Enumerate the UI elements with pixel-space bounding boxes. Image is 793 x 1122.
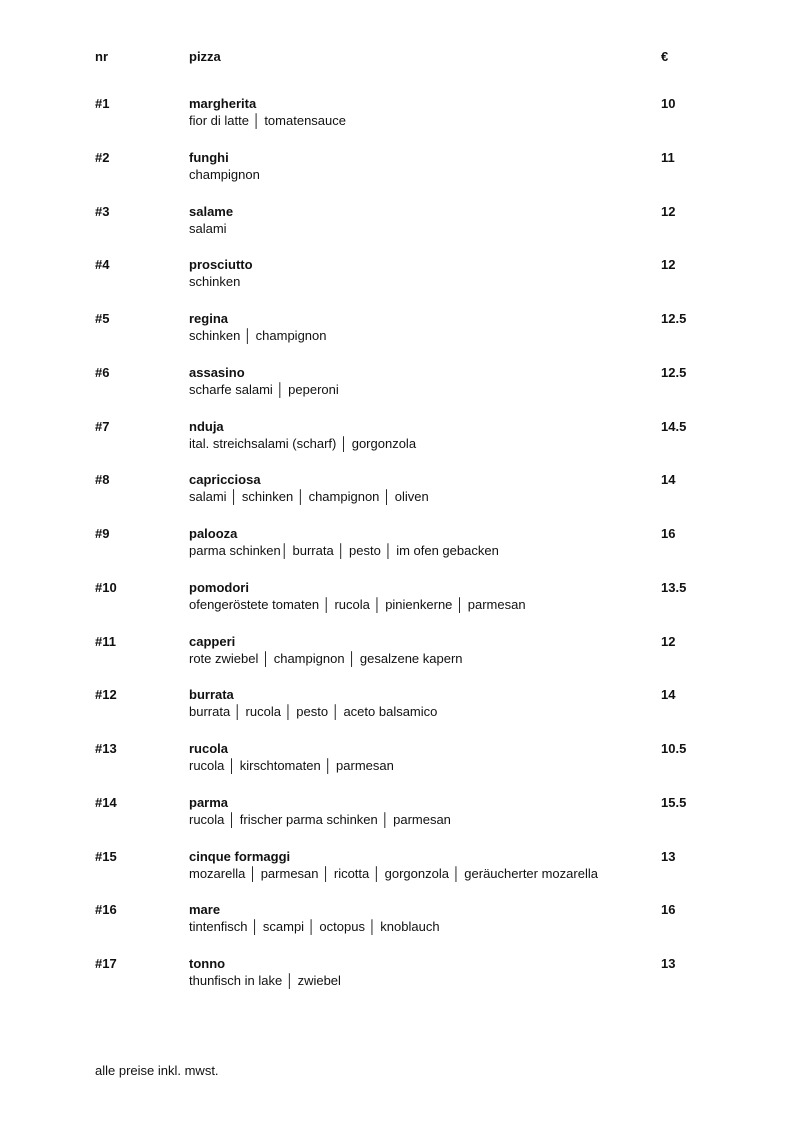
pizza-name: capperi bbox=[189, 633, 236, 649]
pizza-ingredients: ital. streichsalami (scharf) │ gorgonzola bbox=[189, 435, 417, 451]
pizza-ingredients: ofengeröstete tomaten │ rucola │ pinienkerne │ parmesan bbox=[189, 596, 526, 612]
pizza-number: #4 bbox=[95, 257, 110, 273]
pizza-number: #17 bbox=[95, 956, 117, 971]
pizza-name: parma bbox=[189, 794, 229, 810]
pizza-row bbox=[0, 955, 793, 1009]
pizza-row bbox=[0, 418, 793, 472]
pizza-row bbox=[0, 310, 793, 364]
pizza-number: #5 bbox=[95, 311, 110, 326]
pizza-number: #7 bbox=[95, 418, 110, 434]
pizza-row bbox=[0, 848, 793, 902]
pizza-name: cinque formaggi bbox=[189, 848, 291, 864]
pizza-price: 13.5 bbox=[661, 579, 687, 595]
pizza-row bbox=[0, 203, 793, 257]
pizza-row bbox=[0, 740, 793, 794]
pizza-price: 14.5 bbox=[661, 418, 687, 434]
header-pizza: pizza bbox=[189, 49, 221, 64]
pizza-ingredients: rote zwiebel │ champignon │ gesalzene kapern bbox=[189, 650, 463, 666]
pizza-price: 12.5 bbox=[661, 311, 687, 326]
pizza-ingredients: rucola │ kirschtomaten │ parmesan bbox=[189, 758, 394, 773]
pizza-ingredients: parma schinken│ burrata │ pesto │ im ofen gebacken bbox=[189, 543, 499, 558]
pizza-row bbox=[0, 95, 793, 149]
pizza-price: 10.5 bbox=[661, 741, 687, 756]
pizza-name: capricciosa bbox=[189, 472, 261, 488]
pizza-row bbox=[0, 149, 793, 203]
pizza-number: #12 bbox=[95, 687, 117, 703]
pizza-price: 12 bbox=[661, 203, 676, 219]
pizza-number: #6 bbox=[95, 364, 110, 380]
pizza-row bbox=[0, 364, 793, 418]
pizza-name: rucola bbox=[189, 741, 229, 756]
pizza-name: palooza bbox=[189, 526, 238, 541]
header-price: € bbox=[661, 49, 669, 64]
pizza-row bbox=[0, 579, 793, 633]
pizza-ingredients: schinken bbox=[189, 274, 241, 290]
pizza-row bbox=[0, 525, 793, 579]
pizza-price: 14 bbox=[661, 687, 676, 703]
pizza-number: #2 bbox=[95, 149, 110, 165]
pizza-row bbox=[0, 633, 793, 687]
pizza-price: 16 bbox=[661, 526, 676, 541]
pizza-number: #8 bbox=[95, 472, 110, 488]
pizza-name: prosciutto bbox=[189, 257, 253, 273]
pizza-row bbox=[0, 471, 793, 525]
pizza-number: #13 bbox=[95, 741, 117, 756]
pizza-name: burrata bbox=[189, 687, 234, 703]
pizza-price: 12 bbox=[661, 257, 676, 273]
pizza-ingredients: mozarella │ parmesan │ ricotta │ gorgonzola │ geräucherter mozarella bbox=[189, 865, 598, 881]
pizza-name: regina bbox=[189, 311, 229, 326]
pizza-name: funghi bbox=[189, 149, 229, 165]
column-header bbox=[0, 49, 793, 67]
pizza-ingredients: burrata │ rucola │ pesto │ aceto balsamico bbox=[189, 704, 438, 720]
pizza-row bbox=[0, 686, 793, 740]
pizza-price: 14 bbox=[661, 472, 676, 488]
pizza-number: #16 bbox=[95, 902, 117, 918]
pizza-number: #9 bbox=[95, 526, 110, 541]
header-nr: nr bbox=[95, 49, 108, 64]
pizza-list bbox=[0, 95, 793, 1009]
pizza-ingredients: salami bbox=[189, 220, 227, 236]
pizza-price: 12.5 bbox=[661, 364, 687, 380]
pizza-ingredients: salami │ schinken │ champignon │ oliven bbox=[189, 489, 429, 505]
pizza-price: 10 bbox=[661, 96, 676, 111]
pizza-name: margherita bbox=[189, 96, 257, 111]
pizza-number: #15 bbox=[95, 848, 117, 864]
pizza-name: nduja bbox=[189, 418, 224, 434]
pizza-name: tonno bbox=[189, 956, 226, 971]
footer-note: alle preise inkl. mwst. bbox=[95, 1063, 219, 1078]
pizza-ingredients: thunfisch in lake │ zwiebel bbox=[189, 973, 341, 988]
pizza-ingredients: schinken │ champignon bbox=[189, 328, 327, 343]
pizza-row bbox=[0, 794, 793, 848]
pizza-price: 12 bbox=[661, 633, 676, 649]
pizza-row bbox=[0, 256, 793, 310]
pizza-ingredients: fior di latte │ tomatensauce bbox=[189, 113, 346, 128]
pizza-price: 15.5 bbox=[661, 794, 687, 810]
pizza-ingredients: scharfe salami │ peperoni bbox=[189, 381, 339, 397]
pizza-price: 13 bbox=[661, 956, 676, 971]
pizza-row bbox=[0, 901, 793, 955]
pizza-ingredients: tintenfisch │ scampi │ octopus │ knoblauch bbox=[189, 919, 440, 935]
pizza-name: pomodori bbox=[189, 579, 249, 595]
pizza-price: 16 bbox=[661, 902, 676, 918]
pizza-number: #3 bbox=[95, 203, 110, 219]
pizza-number: #1 bbox=[95, 96, 110, 111]
pizza-name: mare bbox=[189, 902, 221, 918]
pizza-name: assasino bbox=[189, 364, 245, 380]
pizza-ingredients: champignon bbox=[189, 166, 260, 182]
pizza-name: salame bbox=[189, 203, 234, 219]
pizza-number: #10 bbox=[95, 579, 117, 595]
pizza-price: 11 bbox=[661, 149, 675, 165]
pizza-number: #14 bbox=[95, 794, 117, 810]
pizza-price: 13 bbox=[661, 848, 676, 864]
pizza-ingredients: rucola │ frischer parma schinken │ parmesan bbox=[189, 811, 451, 827]
pizza-number: #11 bbox=[95, 633, 116, 649]
